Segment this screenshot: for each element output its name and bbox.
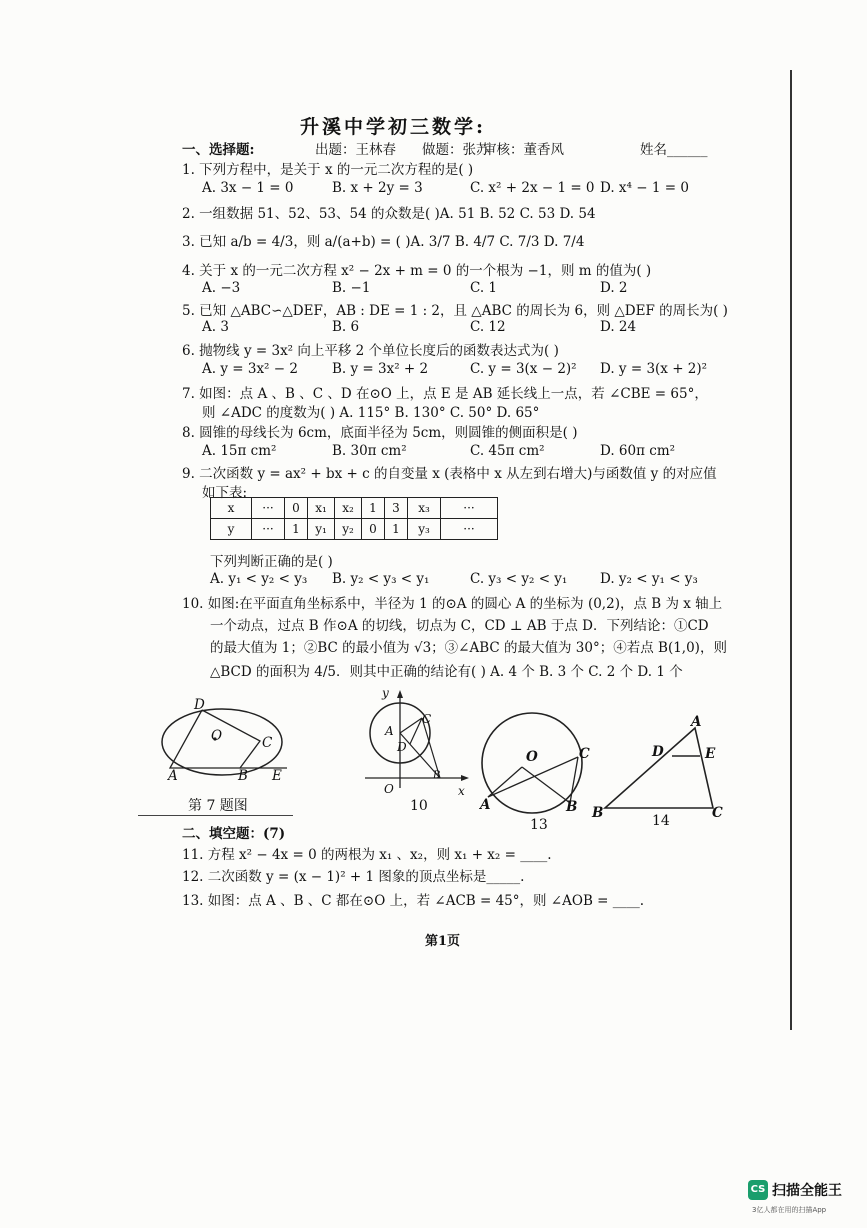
fig13-bc: [570, 757, 578, 803]
q8-option-b: B. 30π cm²: [332, 443, 407, 459]
q1-option-a: A. 3x − 1 = 0: [202, 180, 294, 196]
q6-option-b: B. y = 3x² + 2: [332, 361, 429, 377]
maker-label: 做题：张苏: [422, 142, 490, 158]
table-cell: 0: [285, 498, 308, 519]
table-row-y: [211, 519, 498, 540]
fig10-caption: 10: [410, 798, 428, 814]
fig7-label-e: E: [272, 768, 282, 784]
fig10-x-arrow: [461, 775, 469, 781]
table-cell: ···: [441, 519, 498, 540]
question-5: 5. 已知 △ABC∽△DEF，AB : DE = 1 : 2，且 △ABC 的周长为 6，则 △DEF 的周长为( ): [182, 303, 728, 319]
q1-option-d: D. x⁴ − 1 = 0: [600, 180, 689, 196]
question-12: 12. 二次函数 y = (x − 1)² + 1 图象的顶点坐标是_____.: [182, 869, 525, 885]
q8-option-c: C. 45π cm²: [470, 443, 545, 459]
fig14-label-c: C: [712, 805, 723, 821]
question-1: 1. 下列方程中，是关于 x 的一元二次方程的是( ): [182, 162, 474, 178]
q9-option-b: B. y₂ < y₃ < y₁: [332, 571, 430, 587]
table-cell: ···: [252, 498, 285, 519]
page-number: 第1页: [425, 934, 461, 949]
table-cell: ···: [441, 498, 498, 519]
question-8: 8. 圆锥的母线长为 6cm，底面半径为 5cm，则圆锥的侧面积是( ): [182, 425, 578, 441]
question-10-line3: 的最大值为 1；②BC 的最小值为 √3；③∠ABC 的最大值为 30°；④若点 B(1,0)，则: [210, 640, 727, 656]
q4-option-b: B. −1: [332, 280, 371, 296]
table-cell: ···: [252, 519, 285, 540]
fig14-label-d: D: [652, 744, 664, 760]
value-table: [210, 497, 498, 540]
exam-title: 升溪中学初三数学:: [300, 116, 487, 138]
fig7-label-b: B: [238, 768, 248, 784]
q5-option-d: D. 24: [600, 319, 637, 335]
question-10-line4: △BCD 的面积为 4/5．则其中正确的结论有( ) A. 4 个 B. 3 个 C. 2 个 D. 1 个: [210, 664, 683, 680]
table-cell: x₁: [308, 498, 335, 519]
author-label: 出题：王林春: [315, 142, 396, 158]
table-cell: x₃: [408, 498, 441, 519]
fig7-label-d: D: [194, 697, 205, 713]
divider: [138, 815, 293, 816]
section2-heading: 二、填空题：(7): [182, 826, 286, 842]
question-10-line1: 10. 如图:在平面直角坐标系中，半径为 1 的⊙A 的圆心 A 的坐标为 (0,2)，点 B 为 x 轴上: [182, 596, 723, 612]
question-7: 7. 如图：点 A 、B 、C 、D 在⊙O 上，点 E 是 AB 延长线上一点，若 ∠CBE = 65°，: [182, 386, 708, 402]
fig10-label-y: y: [382, 686, 389, 700]
fig13-label-b: B: [566, 799, 578, 815]
fig7-caption: 第 7 题图: [188, 798, 248, 814]
question-4: 4. 关于 x 的一元二次方程 x² − 2x + m = 0 的一个根为 −1，则 m 的值为( ): [182, 263, 652, 279]
question-6: 6. 抛物线 y = 3x² 向上平移 2 个单位长度后的函数表达式为( ): [182, 343, 559, 359]
table-cell: 1: [362, 498, 385, 519]
fig14-label-e: E: [705, 746, 716, 762]
table-cell: y₁: [308, 519, 335, 540]
figure-10: [360, 688, 470, 793]
table-cell: 3: [385, 498, 408, 519]
q6-option-d: D. y = 3(x + 2)²: [600, 361, 708, 377]
question-9-line3: 下列判断正确的是( ): [210, 554, 333, 570]
question-9: 9. 二次函数 y = ax² + bx + c 的自变量 x (表格中 x 从左到右增大)与函数值 y 的对应值: [182, 466, 717, 482]
table-cell: y: [211, 519, 252, 540]
fig10-label-b: B: [433, 770, 441, 781]
q6-option-c: C. y = 3(x − 2)²: [470, 361, 577, 377]
table-cell: 1: [385, 519, 408, 540]
question-11: 11. 方程 x² − 4x = 0 的两根为 x₁ 、x₂，则 x₁ + x₂ = ____.: [182, 847, 552, 863]
fig14-triangle: [605, 728, 716, 808]
fig10-label-d: D: [397, 740, 407, 754]
fig10-bc: [422, 718, 440, 778]
camscanner-logo-icon: CS: [748, 1180, 768, 1200]
q9-option-a: A. y₁ < y₂ < y₃: [210, 571, 308, 587]
fig13-caption: 13: [530, 817, 548, 833]
name-field: 姓名______: [640, 142, 708, 158]
q5-option-c: C. 12: [470, 319, 506, 335]
question-2: 2. 一组数据 51、52、53、54 的众数是( )A. 51 B. 52 C. 53 D. 54: [182, 206, 596, 222]
table-cell: x: [211, 498, 252, 519]
fig10-label-o: O: [384, 782, 394, 796]
question-10-line2: 一个动点，过点 B 作⊙A 的切线，切点为 C，CD ⊥ AB 于点 D．下列结论：①CD: [210, 618, 709, 634]
fig7-label-a: A: [168, 768, 178, 784]
question-13: 13. 如图：点 A 、B 、C 都在⊙O 上，若 ∠ACB = 45°，则 ∠AOB = ____.: [182, 893, 645, 909]
table-cell: 1: [285, 519, 308, 540]
table-cell: 0: [362, 519, 385, 540]
table-row-x: [211, 498, 498, 519]
question-3: 3. 已知 a/b = 4/3，则 a/(a+b) = ( )A. 3/7 B. 4/7 C. 7/3 D. 7/4: [182, 234, 585, 250]
question-7-line2: 则 ∠ADC 的度数为( ) A. 115° B. 130° C. 50° D. 65°: [202, 405, 540, 421]
q6-option-a: A. y = 3x² − 2: [202, 361, 298, 377]
fig10-label-c: C: [422, 712, 432, 726]
q5-option-b: B. 6: [332, 319, 360, 335]
table-cell: x₂: [335, 498, 362, 519]
fig14-label-b: B: [592, 805, 604, 821]
reviewer-label: 审核：董香风: [483, 142, 564, 158]
fig10-y-arrow: [397, 690, 403, 698]
fig14-caption: 14: [652, 813, 670, 829]
table-cell: y₃: [408, 519, 441, 540]
fig7-label-c: C: [262, 735, 273, 751]
section1-heading: 一、选择题:: [182, 142, 255, 158]
fig14-label-a: A: [691, 714, 702, 730]
q8-option-a: A. 15π cm²: [202, 443, 277, 459]
q5-option-a: A. 3: [202, 319, 229, 335]
watermark-subtitle: 3亿人都在用的扫描App: [752, 1206, 827, 1214]
fig13-ob: [522, 767, 570, 803]
question-9-line2: 如下表:: [202, 485, 248, 501]
q9-option-c: C. y₃ < y₂ < y₁: [470, 571, 568, 587]
fig13-label-a: A: [480, 797, 491, 813]
q4-option-c: C. 1: [470, 280, 498, 296]
watermark-name: 扫描全能王: [772, 1183, 842, 1199]
fig13-label-o: O: [526, 749, 538, 765]
q1-option-b: B. x + 2y = 3: [332, 180, 423, 196]
q4-option-a: A. −3: [202, 280, 241, 296]
q8-option-d: D. 60π cm²: [600, 443, 676, 459]
fig13-oa: [488, 767, 522, 797]
q4-option-d: D. 2: [600, 280, 628, 296]
table-cell: y₂: [335, 519, 362, 540]
page-edge-line: [790, 70, 792, 1030]
q1-option-c: C. x² + 2x − 1 = 0: [470, 180, 595, 196]
q9-option-d: D. y₂ < y₁ < y₃: [600, 571, 698, 587]
figure-14: [600, 720, 725, 815]
fig10-label-x: x: [458, 784, 465, 798]
fig13-label-c: C: [579, 746, 590, 762]
fig10-label-a: A: [385, 724, 394, 738]
fig7-label-o: O: [211, 728, 223, 744]
